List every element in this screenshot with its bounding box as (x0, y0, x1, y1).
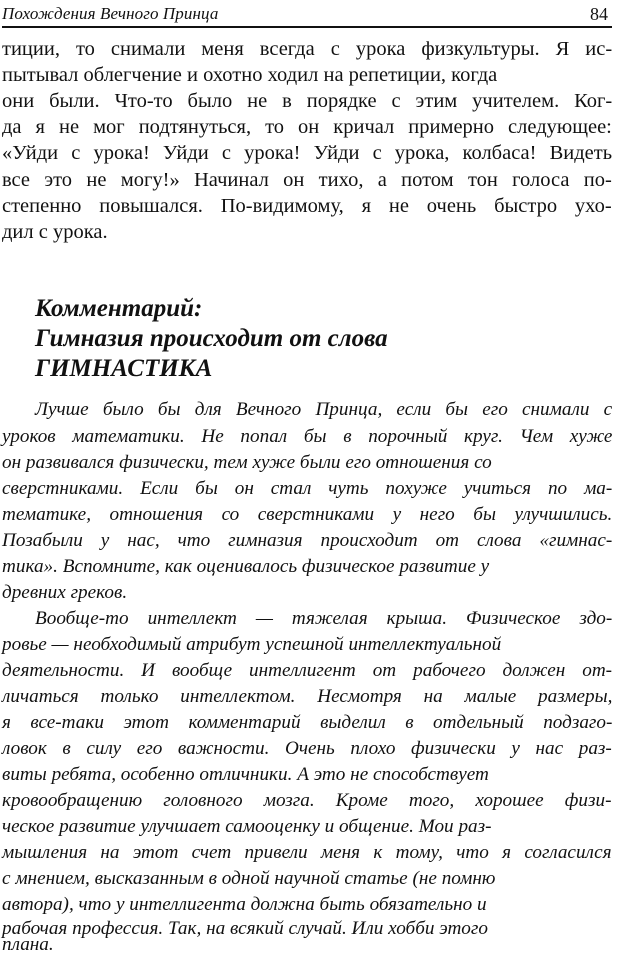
text-line: да я не мог подтянуться, то он кричал примерно следующее: (2, 116, 612, 138)
text-line: тиции, то снимали меня всегда с урока физкультуры. Я ис- (2, 38, 613, 60)
comment-line: мышления на этот счет привели меня к тому, что я согласился (2, 842, 612, 863)
comment-heading: ГИМНАСТИКА (35, 355, 213, 382)
text-line: все это не могу!» Начинал он тихо, а потом тон голоса по- (2, 169, 612, 191)
comment-line: Вообще-то интеллект — тяжелая крыша. Физическое здо- (35, 608, 613, 629)
page-number: 84 (590, 4, 608, 24)
book-title: Похождения Вечного Принца (2, 4, 219, 23)
comment-line: тематике, отношения со сверстниками у него бы улучшились. (2, 504, 613, 525)
comment-line: автора), что у интеллигента должна быть обязательно и (2, 894, 487, 915)
comment-line: тика». Вспомните, как оценивалось физическое развитие у (2, 556, 490, 577)
comment-heading: Гимназия происходит от слова (35, 325, 388, 352)
comment-line: я все-таки этот комментарий выделил в отдельный подзаго- (2, 712, 613, 733)
comment-heading: Комментарий: (35, 295, 203, 322)
text-line: «Уйди с урока! Уйди с урока! Уйди с урока, колбаса! Видеть (2, 142, 613, 164)
text-line: степенно повышался. По-видимому, я не очень быстро ухо- (2, 195, 612, 217)
comment-line: с мнением, высказанным в одной научной статье (не помню (2, 868, 496, 889)
comment-line: уроков математики. Не попал бы в порочный круг. Чем хуже (2, 426, 613, 447)
running-head (2, 2, 612, 28)
comment-line: Позабыли у нас, что гимназия происходит от слова «гимнас- (2, 530, 613, 551)
comment-line: рабочая профессия. Так, на всякий случай. Или хобби этого (2, 918, 488, 939)
comment-line: сверстниками. Если бы он стал чуть похуже учиться по ма- (2, 478, 613, 499)
comment-line: личаться только интеллектом. Несмотря на малые размеры, (2, 686, 613, 707)
comment-line: ческое развитие улучшает самооценку и общение. Мои раз- (2, 816, 492, 837)
text-line: дил с урока. (2, 221, 108, 243)
text-line: пытывал облегчение и охотно ходил на репетиции, когда (2, 64, 498, 86)
comment-line: ловок в силу его важности. Очень плохо физически у нас раз- (2, 738, 612, 759)
comment-line: Лучше было бы для Вечного Принца, если бы его снимали с (35, 399, 613, 420)
comment-line: кровообращению головного мозга. Кроме того, хорошее физи- (2, 790, 612, 811)
comment-line: он развивался физически, тем хуже были его отношения со (2, 452, 492, 473)
text-line: они были. Что-то было не в порядке с этим учителем. Ког- (2, 90, 613, 112)
comment-line: плана. (2, 934, 54, 955)
comment-line: древних греков. (2, 582, 128, 603)
comment-line: деятельности. И вообще интеллигент от рабочего должен от- (2, 660, 613, 681)
comment-line: ровье — необходимый атрибут успешной интеллектуальной (2, 634, 502, 655)
comment-line: виты ребята, особенно отличники. А это не способствует (2, 764, 489, 785)
